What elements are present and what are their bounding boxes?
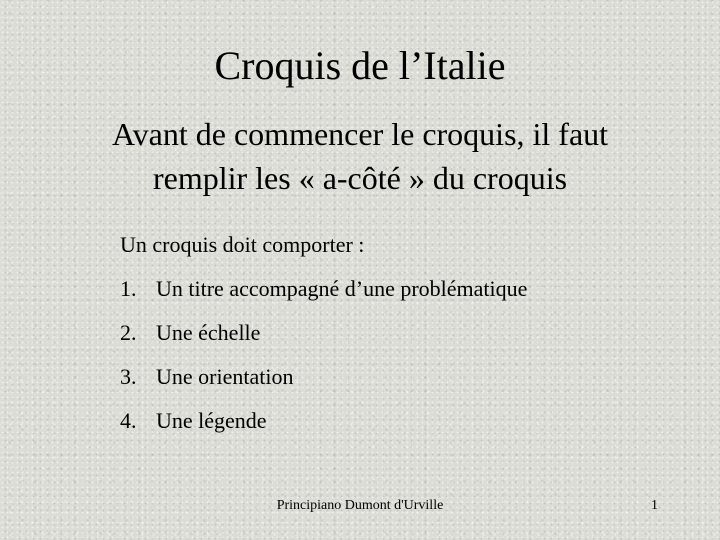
slide-subtitle: [60, 112, 660, 200]
list-item: [120, 362, 527, 392]
list-item-number: 1.: [120, 276, 137, 301]
list-item-text: Une échelle: [156, 320, 261, 345]
list-item: [120, 274, 527, 304]
list-item-number: 4.: [120, 408, 137, 433]
list-item-number: 2.: [120, 320, 137, 345]
list-item: [120, 318, 527, 348]
list-item-text: Un titre accompagné d’une problématique: [156, 276, 528, 301]
slide-page-number: 1: [651, 498, 658, 513]
list-item-text: Une légende: [156, 408, 267, 433]
subtitle-line-1: Avant de commencer le croquis, il faut: [111, 116, 609, 152]
slide-title: Croquis de l’Italie: [214, 43, 506, 88]
numbered-list: [120, 274, 527, 450]
slide-footer: Principiano Dumont d'Urville: [276, 498, 444, 513]
list-item: [120, 406, 527, 436]
intro-text: Un croquis doit comporter :: [120, 232, 365, 257]
list-item-number: 3.: [120, 364, 137, 389]
subtitle-line-2: remplir les « a-côté » du croquis: [152, 160, 568, 196]
list-item-text: Une orientation: [156, 364, 294, 389]
